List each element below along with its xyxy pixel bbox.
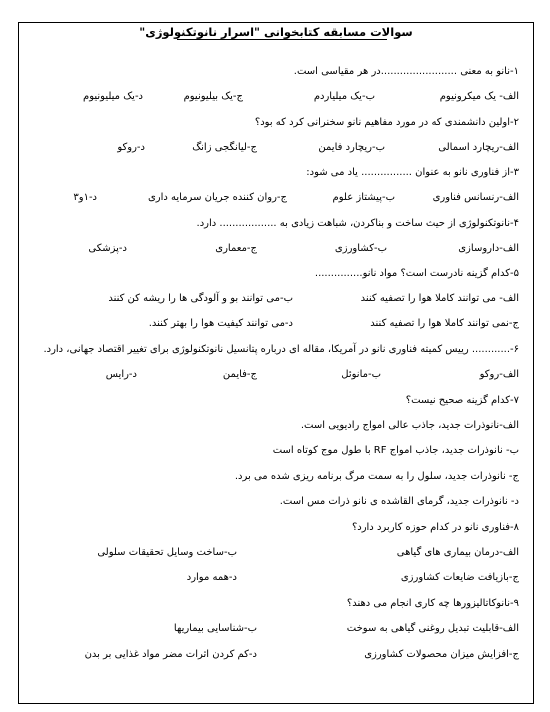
q3-option-c: ج-روان کننده جریان سرمایه داری bbox=[147, 192, 287, 203]
q5-option-c: ج-نمی توانند کاملا هوا را تصفیه کنند bbox=[370, 318, 519, 329]
q2-option-c: ج-لیانگجی زانگ bbox=[192, 142, 257, 153]
q6-option-b: ب-مانوئل bbox=[341, 369, 381, 380]
q1-option-c: ج-یک بیلیونیوم bbox=[183, 91, 243, 102]
q6-option-d: د-رایس bbox=[105, 369, 137, 380]
question-6: ۶-............ رییس کمیته فناوری نانو در آمریکا، مقاله ای درباره پتانسیل نانوتکنولوژی برای تغییر اقتصاد جهانی، دارد. bbox=[43, 344, 519, 355]
q4-option-d: د-پزشکی bbox=[88, 243, 127, 254]
q8-option-d: د-همه موارد bbox=[186, 572, 237, 583]
q7-option-b: ب- نانوذرات جدید، جاذب امواج RF با طول موج کوتاه است bbox=[272, 445, 519, 456]
question-sheet bbox=[18, 22, 534, 704]
q3-option-b: ب-پیشتاز علوم bbox=[332, 192, 395, 203]
q2-option-d: د-روکو bbox=[117, 142, 145, 153]
q4-option-b: ب-کشاورزی bbox=[334, 243, 387, 254]
title-underline bbox=[177, 39, 387, 40]
q5-option-d: د-می توانند کیفیت هوا را بهتر کنند. bbox=[148, 318, 293, 329]
q2-option-a: الف-ریچارد اسمالی bbox=[438, 142, 519, 153]
question-5: ۵-کدام گزینه نادرست است؟ مواد نانو............... bbox=[314, 268, 519, 279]
q6-option-a: الف-روکو bbox=[479, 369, 519, 380]
q5-option-a: الف- می توانند کاملا هوا را تصفیه کنند bbox=[360, 293, 519, 304]
q4-option-c: ج-معماری bbox=[215, 243, 257, 254]
question-4: ۴-نانوتکنولوژی از حیث ساخت و بناکردن، شباهت زیادی به .................. دارد. bbox=[196, 218, 519, 229]
question-7: ۷-کدام گزینه صحیح نیست؟ bbox=[405, 395, 519, 406]
q5-option-b: ب-می توانند بو و آلودگی ها را ریشه کن کنند bbox=[108, 293, 293, 304]
page-title: سوالات مسابقه کتابخوانی "اسرار نانوتکنولوژی" bbox=[139, 25, 413, 39]
q9-option-a: الف-قابلیت تبدیل روغنی گیاهی به سوخت bbox=[346, 623, 519, 634]
q2-option-b: ب-ریچارد فایمن bbox=[318, 142, 385, 153]
q1-option-a: الف- یک میکرونیوم bbox=[439, 91, 519, 102]
q4-option-a: الف-داروسازی bbox=[458, 243, 519, 254]
question-8: ۸-فناوری نانو در کدام حوزه کاربرد دارد؟ bbox=[351, 522, 519, 533]
question-3: ۳-از فناوری نانو به عنوان ................ یاد می شود: bbox=[306, 167, 519, 178]
q7-option-a: الف-نانوذرات جدید، جاذب عالی امواج رادیویی است. bbox=[300, 420, 519, 431]
q7-option-c: ج- نانوذرات جدید، سلول را به سمت مرگ برنامه ریزی شده می برد. bbox=[234, 471, 519, 482]
q8-option-b: ب-ساخت وسایل تحقیقات سلولی bbox=[97, 547, 237, 558]
q6-option-c: ج-فایمن bbox=[222, 369, 257, 380]
q8-option-c: ج-بازیافت ضایعات کشاورزی bbox=[400, 572, 519, 583]
q7-option-d: د- نانوذرات جدید، گرمای القاشده ی نانو ذرات مس است. bbox=[279, 496, 519, 507]
q9-option-c: ج-افزایش میزان محصولات کشاورزی bbox=[364, 649, 519, 660]
q1-option-b: ب-یک میلیاردم bbox=[313, 91, 375, 102]
q9-option-d: د-کم کردن اثرات مضر مواد غذایی بر بدن bbox=[84, 649, 257, 660]
q3-option-d: د-۱و۳ bbox=[73, 192, 97, 203]
q8-option-a: الف-درمان بیماری های گیاهی bbox=[396, 547, 519, 558]
question-2: ۲-اولین دانشمندی که در مورد مفاهیم نانو سخنرانی کرد که بود؟ bbox=[254, 117, 519, 128]
q3-option-a: الف-رنسانس فناوری bbox=[432, 192, 519, 203]
question-9: ۹-نانوکاتالیزورها چه کاری انجام می دهند؟ bbox=[346, 598, 519, 609]
q9-option-b: ب-شناسایی بیماریها bbox=[173, 623, 257, 634]
question-1: ۱-نانو به معنی ........................در هر مقیاسی است. bbox=[293, 66, 519, 77]
q1-option-d: د-یک میلیونیوم bbox=[83, 91, 143, 102]
